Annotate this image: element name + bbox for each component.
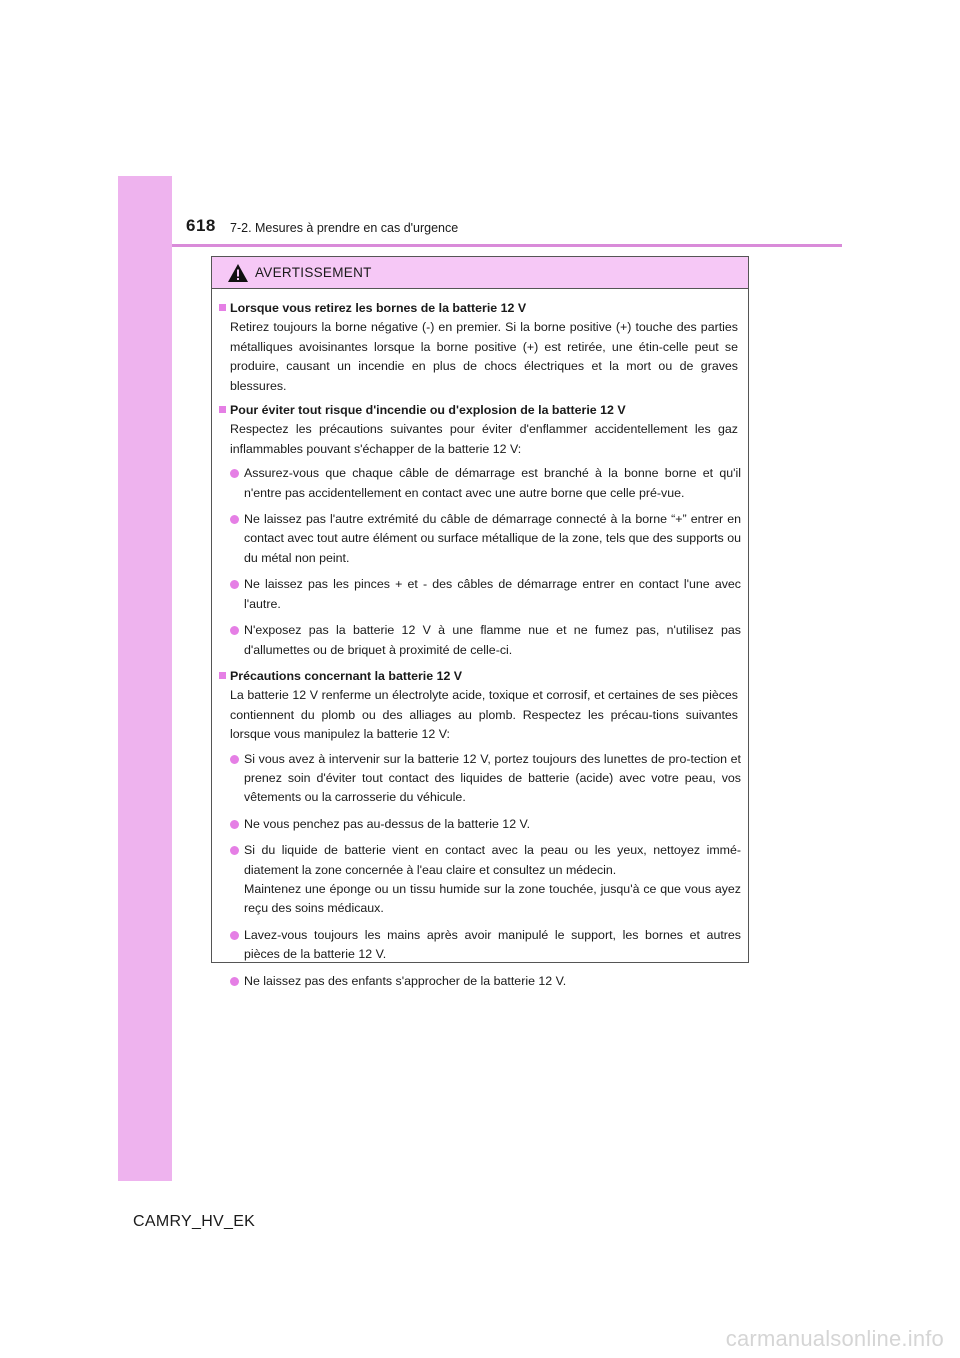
section-paragraph: La batterie 12 V renferme un électrolyte acide, toxique et corrosif, et certaines de ses pièces contiennent du plomb ou des alliages au plomb. Respectez les précau-tions suivantes lorsque vous manipulez la batterie 12 V: xyxy=(230,688,738,742)
list-item: Assurez-vous que chaque câble de démarrage est branché à la bonne borne et qu'il n'entre pas accidentellement en contact avec une autre borne que celle pré-vue. xyxy=(219,464,741,503)
square-bullet-icon xyxy=(219,406,226,413)
side-color-band xyxy=(118,176,172,1181)
warning-box xyxy=(211,256,749,988)
section-fire-explosion xyxy=(219,401,741,660)
model-code: CAMRY_HV_EK xyxy=(133,1213,256,1230)
page-number: 618 xyxy=(186,216,216,235)
square-bullet-icon xyxy=(219,672,226,679)
list-item: Ne laissez pas des enfants s'approcher de la batterie 12 V. xyxy=(219,972,741,991)
watermark[interactable]: carmanualsonline.info xyxy=(725,1326,944,1351)
warning-header xyxy=(212,257,748,289)
warning-body xyxy=(212,289,748,991)
warning-triangle-icon xyxy=(227,263,249,283)
round-bullet-icon xyxy=(230,469,239,478)
round-bullet-icon xyxy=(230,931,239,940)
list-item: Ne laissez pas l'autre extrémité du câble de démarrage connecté à la borne “+” entrer en contact avec tout autre élément ou surface métallique de la zone, tels que des supports ou du métal non peint. xyxy=(219,510,741,568)
round-bullet-icon xyxy=(230,515,239,524)
list-item xyxy=(219,841,741,919)
round-bullet-icon xyxy=(230,626,239,635)
section-paragraph: Retirez toujours la borne négative (-) en premier. Si la borne positive (+) touche des parties métalliques avoisinantes lorsque la borne positive (+) est retirée, une étin-celle peut se produire, causant un incendie en plus de chocs électriques et la mort ou de graves blessures. xyxy=(230,320,738,393)
round-bullet-icon xyxy=(230,846,239,855)
section-battery-precautions xyxy=(219,667,741,991)
list-item: Ne laissez pas les pinces + et - des câbles de démarrage entrer en contact l'une avec l'autre. xyxy=(219,575,741,614)
section-heading: Lorsque vous retirez les bornes de la batterie 12 V xyxy=(219,299,741,318)
header-rule xyxy=(172,244,842,247)
square-bullet-icon xyxy=(219,304,226,311)
round-bullet-icon xyxy=(230,755,239,764)
list-item: N'exposez pas la batterie 12 V à une flamme nue et ne fumez pas, n'utilisez pas d'allumettes ou de briquet à proximité de celle-ci. xyxy=(219,621,741,660)
round-bullet-icon xyxy=(230,580,239,589)
round-bullet-icon xyxy=(230,820,239,829)
list-item: Lavez-vous toujours les mains après avoir manipulé le support, les bornes et autres pièces de la batterie 12 V. xyxy=(219,926,741,965)
section-heading: Précautions concernant la batterie 12 V xyxy=(219,667,741,686)
round-bullet-icon xyxy=(230,977,239,986)
chapter-title: 7-2. Mesures à prendre en cas d'urgence xyxy=(230,221,459,235)
warning-title: AVERTISSEMENT xyxy=(255,265,372,280)
section-battery-terminals xyxy=(219,299,741,396)
section-paragraph: Respectez les précautions suivantes pour éviter d'enflammer accidentellement les gaz inflammables pouvant s'échapper de la batterie 12 V: xyxy=(230,422,738,456)
list-item-text: Si du liquide de batterie vient en contact avec la peau ou les yeux, nettoyez immé-diatement la zone concernée à l'eau claire et consultez un médecin. xyxy=(244,843,741,877)
list-item-extra-text: Maintenez une éponge ou un tissu humide sur la zone touchée, jusqu'à ce que vous ayez reçu des soins médicaux. xyxy=(244,881,741,916)
list-item: Si vous avez à intervenir sur la batterie 12 V, portez toujours des lunettes de pro-tection et prenez soin d'éviter tout contact des liquides de batterie (acide) avec votre peau, vos vêtements ou la carrosserie du véhicule. xyxy=(219,750,741,808)
section-heading: Pour éviter tout risque d'incendie ou d'explosion de la batterie 12 V xyxy=(219,401,741,420)
list-item: Ne vous penchez pas au-dessus de la batterie 12 V. xyxy=(219,815,741,834)
